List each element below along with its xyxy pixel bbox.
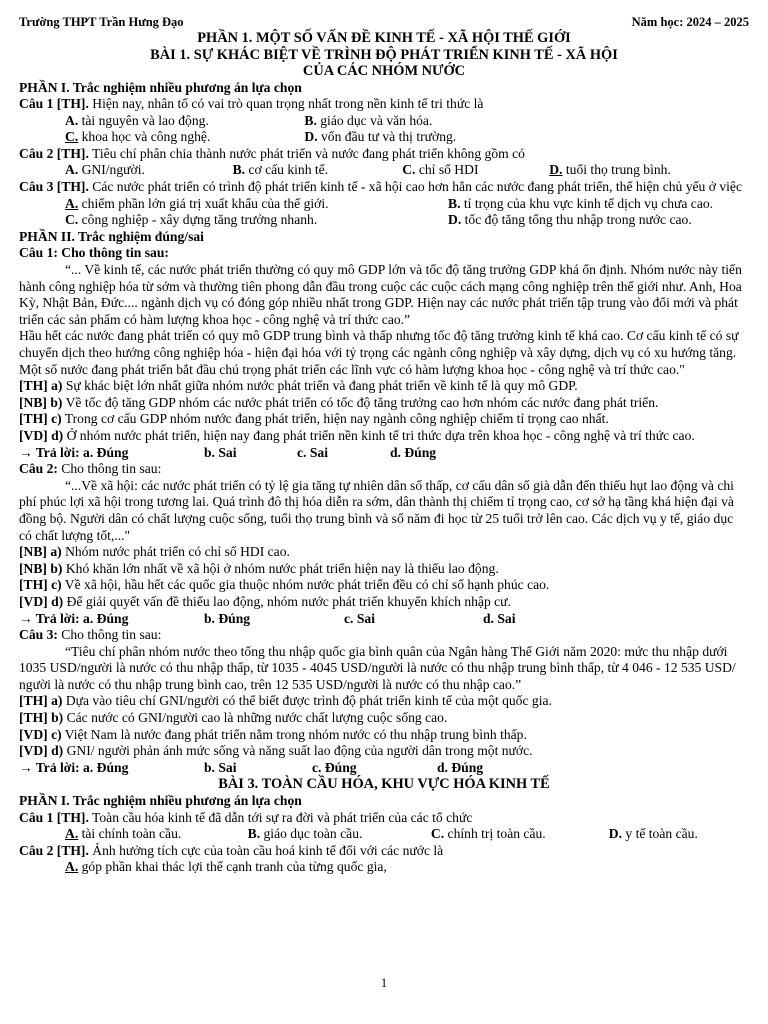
options-row: A. tài chính toàn cầu. B. giáo dục toàn cầu. C. chính trị toàn cầu. D. y tế toàn cầu. (65, 826, 698, 842)
lesson1-title: BÀI 1. SỰ KHÁC BIỆT VỀ TRÌNH ĐỘ PHÁT TRIỂN KINH TẾ - XÃ HỘI (150, 46, 618, 63)
question: Câu 1 [TH]. Hiện nay, nhân tố có vai trò quan trọng nhất trong nền kinh tế tri thức là (19, 96, 484, 112)
statement: [VD] d) GNI/ người phản ánh mức sống và năng suất lao động của người dân trong một nước. (19, 743, 533, 759)
question: Câu 1 [TH]. Toàn cầu hóa kinh tế đã dẫn tới sự ra đời và phát triển của các tổ chức (19, 809, 473, 825)
statement: [TH] a) Dựa vào tiêu chí GNI/người có thể biết được trình độ phát triển kinh tế của một quốc gia. (19, 693, 552, 709)
page-number: 1 (380, 976, 388, 991)
options-row: A. góp phần khai thác lợi thế cạnh tranh của từng quốc gia, (65, 859, 387, 875)
question-label: Câu 3: Cho thông tin sau: (19, 627, 162, 643)
statement: [NB] b) Về tốc độ tăng GDP nhóm các nước phát triển có tốc độ tăng trưởng cao hơn nhóm các nước đang phát triển. (19, 394, 659, 410)
statement: [NB] a) Nhóm nước phát triển có chỉ số HDI cao. (19, 544, 290, 560)
statement: [VD] d) Ở nhóm nước phát triển, hiện nay đang phát triển nền kinh tế tri thức dựa trên khoa học - công nghệ và trí thức cao. (19, 427, 695, 443)
page-header (19, 14, 749, 30)
options-row: A. tài nguyên và lao động. B. giáo dục và văn hóa. (65, 112, 433, 128)
statement: [TH] a) Sự khác biệt lớn nhất giữa nhóm nước phát triển và đang phát triển về kinh tế là quy mô GDP. (19, 378, 578, 394)
part2-heading: PHẦN II. Trắc nghiệm đúng/sai (19, 228, 204, 244)
question: Câu 3 [TH]. Các nước phát triển có trình độ phát triển kinh tế - xã hội cao hơn hẳn các nước đang phát triển, thể hiện chủ yếu ở việc (19, 179, 742, 195)
question: Câu 2 [TH]. Tiêu chí phân chia thành nước phát triển và nước đang phát triển không gồm có (19, 145, 525, 161)
part-title: PHẦN 1. MỘT SỐ VẤN ĐỀ KINH TẾ - XÃ HỘI THẾ GIỚI (197, 30, 571, 46)
quote-text: “Tiêu chí phân nhóm nước theo tổng thu nhập quốc gia bình quân của Ngân hàng Thế Giới năm 2020: mức thu nhập dưới 1035 USD/người là nước có thu nhập thấp, từ 1035 - 4045 USD/người là nước có thu nhập trung bình thấp, từ 4 046 - 12 535 USD/ người là nước có thu nhập trung bình cao, trên 12 535 USD/người là nước có thu nhập cao.” (19, 643, 736, 692)
question-label: Câu 2: Cho thông tin sau: (19, 461, 162, 477)
options-row: A. GNI/người. B. cơ cấu kinh tế. C. chỉ số HDI D. tuổi thọ trung bình. (65, 162, 671, 178)
options-row: C. công nghiệp - xây dựng tăng trưởng nhanh. D. tốc độ tăng tổng thu nhập trong nước cao. (65, 212, 692, 228)
answer-line: → Trả lời: a. Đúng b. Đúng c. Sai d. Sai (19, 610, 516, 626)
question-label: Câu 1: Cho thông tin sau: (19, 245, 169, 261)
options-row: C. khoa học và công nghệ. D. vốn đầu tư và thị trường. (65, 129, 457, 145)
lesson3-title: BÀI 3. TOÀN CẦU HÓA, KHU VỰC HÓA KINH TẾ (218, 776, 550, 793)
statement: [TH] c) Trong cơ cấu GDP nhóm nước đang phát triển, hiện nay ngành công nghiệp chiếm tỉ trọng cao nhất. (19, 411, 609, 427)
options-row: A. chiếm phần lớn giá trị xuất khẩu của thế giới. B. tỉ trọng của khu vực kinh tế dịch vụ chưa cao. (65, 195, 714, 211)
question: Câu 2 [TH]. Ảnh hưởng tích cực của toàn cầu hoá kinh tế đối với các nước là (19, 842, 444, 858)
statement: [NB] b) Khó khăn lớn nhất về xã hội ở nhóm nước phát triển hiện nay là thiếu lao động. (19, 560, 499, 576)
lesson1-title-cont: CỦA CÁC NHÓM NƯỚC (302, 63, 466, 79)
answer-line: → Trả lời: a. Đúng b. Sai c. Sai d. Đúng (19, 444, 437, 460)
paragraph: Hầu hết các nước đang phát triển có quy mô GDP trung bình và thấp nhưng tốc độ tăng trưởng kinh tế khá cao. Cơ cấu kinh tế có sự chuyển dịch theo hướng công nghiệp hóa - hiện đại hóa với tỷ trọng các ngành công nghiệp và xây dựng, dịch vụ có xu hướng tăng. Một số nước đang phát triển bắt đầu chú trọng phát triển các lĩnh vực có hàm lượng khoa học - công nghệ và trí thức cao." (19, 328, 739, 377)
answer-line: → Trả lời: a. Đúng b. Sai c. Đúng d. Đúng (19, 759, 484, 775)
statement: [TH] c) Về xã hội, hầu hết các quốc gia thuộc nhóm nước phát triển đều có chỉ số hạnh phúc cao. (19, 577, 550, 593)
quote-text: “... Về kinh tế, các nước phát triển thường có quy mô GDP lớn và tốc độ tăng trưởng GDP khá ổn định. Nhóm nước này tiến hành công nghiệp hóa từ sớm và thường tiên phong dẫn đầu trong cuộc các cuộc cách mạng công nghiệp trên thế giới như. Anh, Hoa Kỳ, Nhật Bản, Đức.... ngành dịch vụ có đóng góp nhiều nhất trong GDP. Hiện nay các nước phát triển tập trung vào đổi mới và phát triển các sản phẩm có hàm lượng khoa học - công nghệ và trí thức cao.” (19, 262, 742, 327)
part1-heading: PHẦN I. Trắc nghiệm nhiều phương án lựa chọn (19, 79, 302, 95)
school-name: Trường THPT Trần Hưng Đạo (19, 15, 184, 29)
statement: [VD] d) Để giải quyết vấn đề thiếu lao động, nhóm nước phát triển khuyến khích nhập cư. (19, 593, 511, 609)
school-year: Năm học: 2024 – 2025 (631, 15, 749, 29)
lesson3-part1-heading: PHẦN I. Trắc nghiệm nhiều phương án lựa chọn (19, 792, 302, 808)
quote-text: “...Về xã hội: các nước phát triển có tỷ lệ gia tăng tự nhiên dân số thấp, cơ cấu dân số già dẫn đến thiếu hụt lao động và chi phí phúc lợi xã hội trong tương lai. Quá trình đô thị hóa diễn ra sớm, dân thành thị chiếm tỉ trọng cao, cơ sở hạ tầng khá hiện đại và đồng bộ. Người dân có chất lượng cuộc sống, tuổi thọ trung bình và số năm đi học từ 25 tuổi trở lên cao. Các dịch vụ y tế, giáo dục có chất lượng tốt,..." (19, 477, 734, 543)
statement: [VD] c) Việt Nam là nước đang phát triển nằm trong nhóm nước có thu nhập trung bình thấp. (19, 726, 527, 742)
statement: [TH] b) Các nước có GNI/người cao là những nước chất lượng cuộc sống cao. (19, 710, 448, 726)
